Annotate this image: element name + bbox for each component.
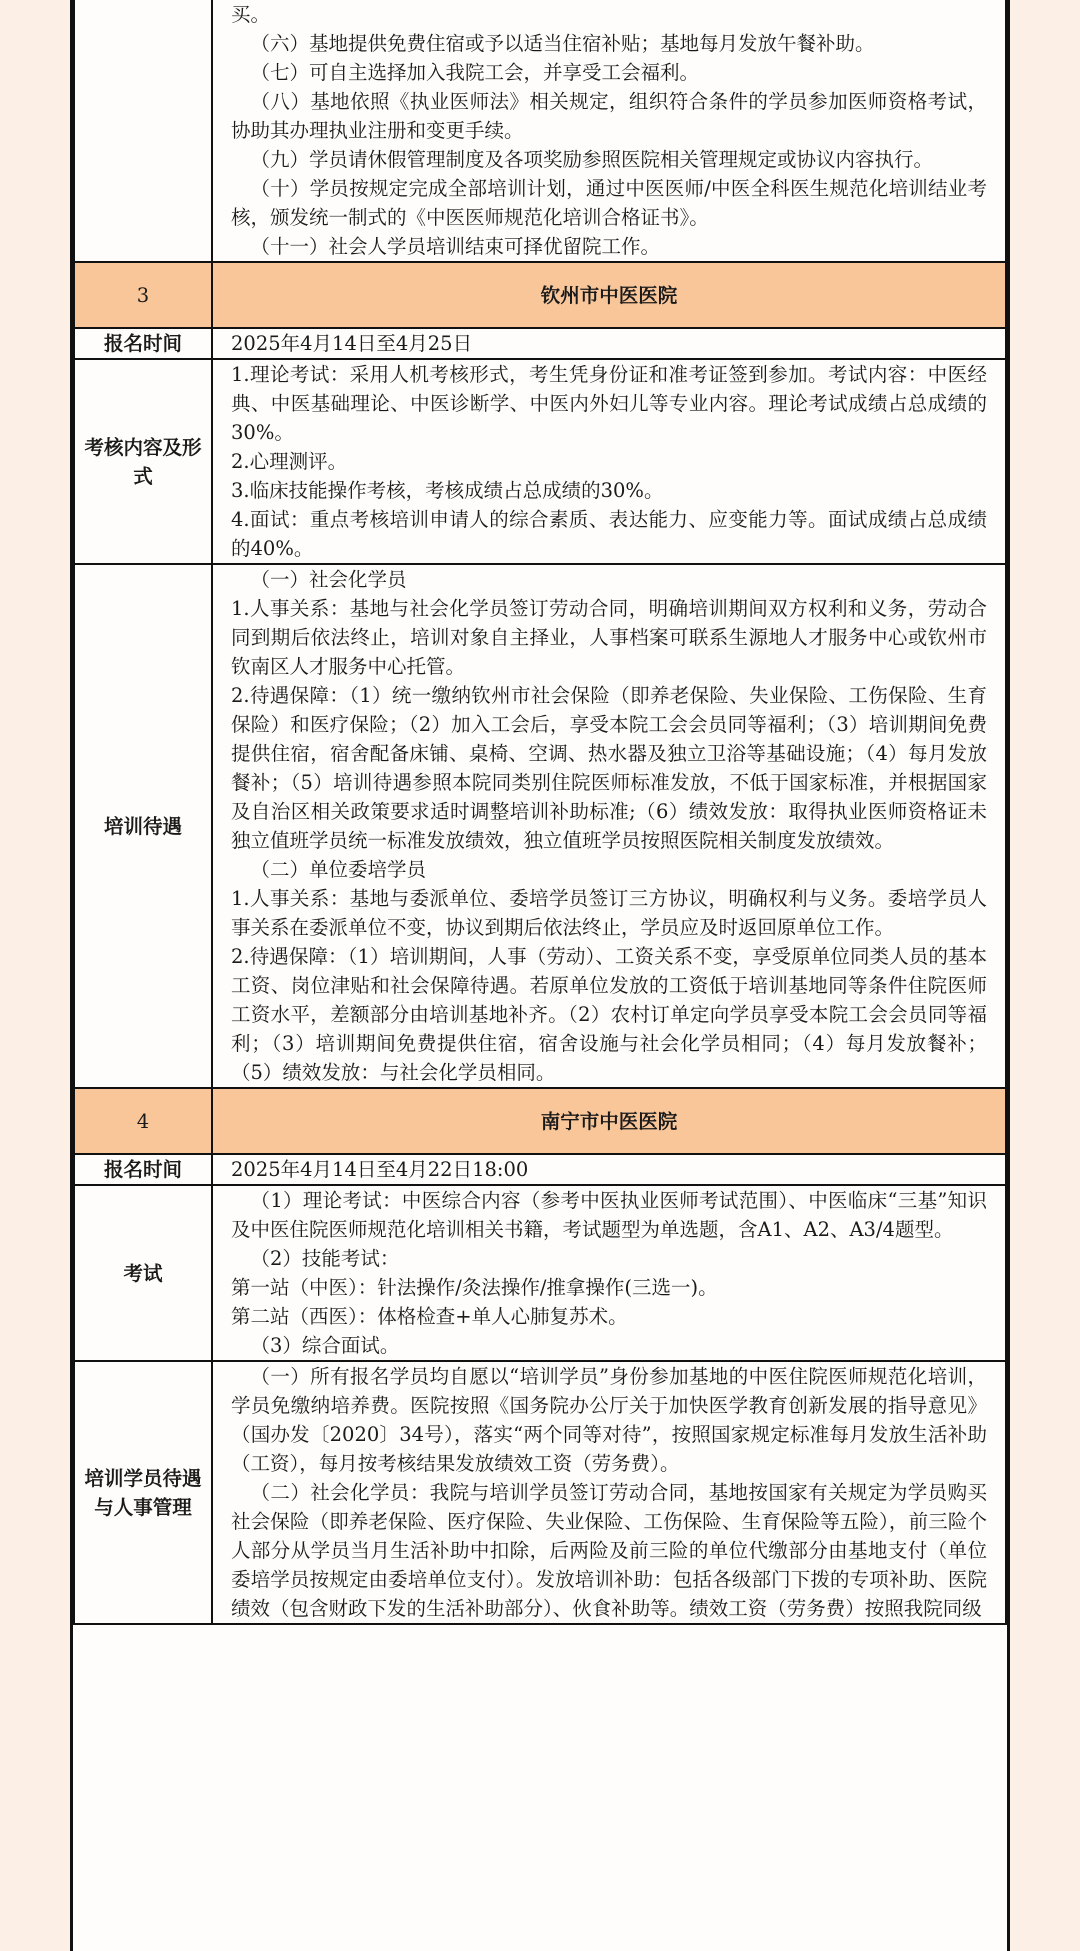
- registration-row: [74, 328, 1006, 359]
- continuation-line: （九）学员请休假管理制度及各项奖励参照医院相关管理规定或协议内容执行。: [250, 148, 934, 171]
- benefit-label: 培训学员待遇与人事管理: [74, 1361, 212, 1624]
- hospital-name: 南宁市中医医院: [212, 1088, 1006, 1154]
- hospital-number: 3: [74, 262, 212, 328]
- exam-line: 4.面试：重点考核培训申请人的综合素质、表达能力、应变能力等。面试成绩占总成绩的40%。: [231, 508, 987, 560]
- continuation-row: [74, 0, 1006, 262]
- continuation-line: （八）基地依照《执业医师法》相关规定，组织符合条件的学员参加医师资格考试，协助其办理执业注册和变更手续。: [231, 90, 987, 142]
- benefit-line: （二）单位委培学员: [250, 858, 427, 881]
- benefit-row: [74, 1361, 1006, 1624]
- exam-content: [212, 1185, 1006, 1361]
- continuation-line: （十一）社会人学员培训结束可择优留院工作。: [250, 235, 661, 258]
- exam-line: （1）理论考试：中医综合内容（参考中医执业医师考试范围）、中医临床“三基”知识及中医住院医师规范化培训相关书籍，考试题型为单选题，含A1、A2、A3/4题型。: [231, 1189, 987, 1241]
- hospital-header-row: [74, 262, 1006, 328]
- exam-label: 考试: [74, 1185, 212, 1361]
- exam-label: 考核内容及形式: [74, 359, 212, 564]
- benefit-line: （一）社会化学员: [250, 568, 407, 591]
- benefit-content: [212, 1361, 1006, 1624]
- program-table: [73, 0, 1007, 1625]
- exam-line: 第一站（中医）：针法操作/灸法操作/推拿操作(三选一)。: [231, 1276, 718, 1299]
- exam-row: [74, 359, 1006, 564]
- benefit-content: [212, 564, 1006, 1088]
- registration-value: 2025年4月14日至4月22日18:00: [212, 1154, 1006, 1185]
- benefit-line: 1.人事关系：基地与社会化学员签订劳动合同，明确培训期间双方权利和义务，劳动合同到期后依法终止，培训对象自主择业，人事档案可联系生源地人才服务中心或钦州市钦南区人才服务中心托管。: [231, 597, 987, 678]
- hospital-header-row: [74, 1088, 1006, 1154]
- hospital-number: 4: [74, 1088, 212, 1154]
- benefit-line: 2.待遇保障：（1）统一缴纳钦州市社会保险（即养老保险、失业保险、工伤保险、生育保险）和医疗保险；（2）加入工会后，享受本院工会会员同等福利；（3）培训期间免费提供住宿，宿舍配备床铺、桌椅、空调、热水器及独立卫浴等基础设施；（4）每月发放餐补；（5）培训待遇参照本院同类别住院医师标准发放，不低于国家标准，并根据国家及自治区相关政策要求适时调整培训补助标准;（6）绩效发放：取得执业医师资格证未独立值班学员统一标准发放绩效，独立值班学员按照医院相关制度发放绩效。: [231, 684, 987, 852]
- exam-content: [212, 359, 1006, 564]
- benefit-label: 培训待遇: [74, 564, 212, 1088]
- exam-line: 2.心理测评。: [231, 450, 348, 473]
- benefit-line: （二）社会化学员：我院与培训学员签订劳动合同，基地按国家有关规定为学员购买社会保险（即养老保险、医疗保险、失业保险、工伤保险、生育保险等五险），前三险个人部分从学员当月生活补助中扣除，后两险及前三险的单位代缴部分由基地支付（单位委培学员按规定由委培单位支付）。发放培训补助：包括各级部门下拨的专项补助、医院绩效（包含财政下发的生活补助部分）、伙食补助等。绩效工资（劳务费）按照我院同级: [231, 1481, 987, 1620]
- exam-row: [74, 1185, 1006, 1361]
- benefit-line: （一）所有报名学员均自愿以“培训学员”身份参加基地的中医住院医师规范化培训，学员免缴纳培养费。医院按照《国务院办公厅关于加快医学教育创新发展的指导意见》（国办发〔2020〕34号），落实“两个同等对待”，按照国家规定标准每月发放生活补助（工资），每月按考核结果发放绩效工资（劳务费）。: [231, 1365, 987, 1475]
- exam-line: （2）技能考试：: [250, 1247, 400, 1270]
- benefit-row: [74, 564, 1006, 1088]
- registration-row: [74, 1154, 1006, 1185]
- benefit-line: 2.待遇保障：（1）培训期间，人事（劳动）、工资关系不变，享受原单位同类人员的基本工资、岗位津贴和社会保障待遇。若原单位发放的工资低于培训基地同等条件住院医师工资水平，差额部分由培训基地补齐。（2）农村订单定向学员享受本院工会会员同等福利；（3）培训期间免费提供住宿，宿舍设施与社会化学员相同；（4）每月发放餐补；（5）绩效发放：与社会化学员相同。: [231, 945, 987, 1084]
- continuation-line: 买。: [231, 3, 271, 26]
- registration-value: 2025年4月14日至4月25日: [212, 328, 1006, 359]
- continuation-line: （十）学员按规定完成全部培训计划，通过中医医师/中医全科医生规范化培训结业考核，颁发统一制式的《中医医师规范化培训合格证书》。: [231, 177, 987, 229]
- exam-line: （3）综合面试。: [250, 1334, 400, 1357]
- continuation-cell: [212, 0, 1006, 262]
- benefit-line: 1.人事关系：基地与委派单位、委培学员签订三方协议，明确权利与义务。委培学员人事关系在委派单位不变，协议到期后依法终止，学员应及时返回原单位工作。: [231, 887, 987, 939]
- hospital-name: 钦州市中医医院: [212, 262, 1006, 328]
- exam-line: 3.临床技能操作考核，考核成绩占总成绩的30%。: [231, 479, 664, 502]
- document-sheet: [70, 0, 1010, 1951]
- continuation-line: （六）基地提供免费住宿或予以适当住宿补贴；基地每月发放午餐补助。: [250, 32, 875, 55]
- exam-line: 第二站（西医）：体格检查+单人心肺复苏术。: [231, 1305, 628, 1328]
- continuation-line: （七）可自主选择加入我院工会，并享受工会福利。: [250, 61, 700, 84]
- registration-label: 报名时间: [74, 328, 212, 359]
- continuation-label-cell: [74, 0, 212, 262]
- registration-label: 报名时间: [74, 1154, 212, 1185]
- exam-line: 1.理论考试：采用人机考核形式，考生凭身份证和准考证签到参加。考试内容：中医经典、中医基础理论、中医诊断学、中医内外妇儿等专业内容。理论考试成绩占总成绩的30%。: [231, 363, 987, 444]
